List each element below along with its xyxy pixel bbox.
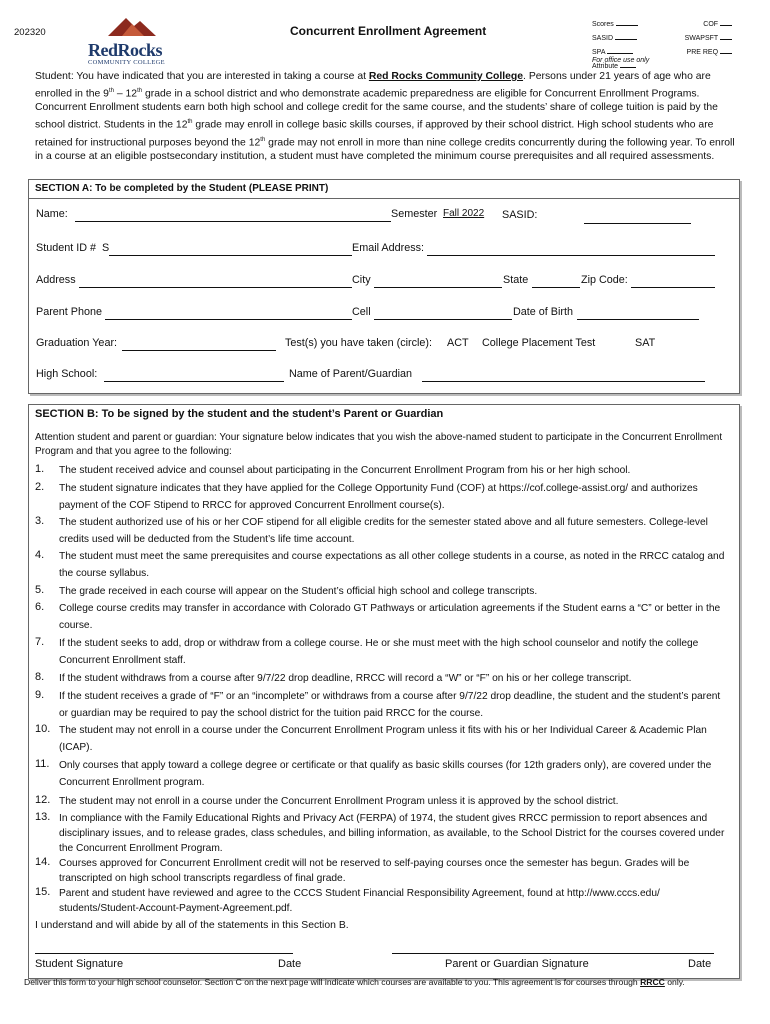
- item-number: 5.: [35, 584, 45, 596]
- student-date-label: Date: [278, 958, 302, 970]
- item-number: 4.: [35, 549, 45, 561]
- page-title: Concurrent Enrollment Agreement: [290, 24, 487, 38]
- list-item: The student received advice and counsel about participating in the Concurrent Enrollment Program from his or her high school.: [59, 465, 631, 476]
- list-item: College course credits may transfer in accordance with Colorado GT Pathways or articulation agreements if the Student earns a “C” or better in the course.: [59, 603, 721, 631]
- state-label: State: [503, 274, 529, 286]
- guardian-name-label: Name of Parent/Guardian: [289, 368, 413, 380]
- item-number: 6.: [35, 601, 45, 613]
- email-label: Email Address:: [352, 242, 425, 254]
- name-field[interactable]: [75, 221, 391, 222]
- list-item: Parent and student have reviewed and agree to the CCCS Student Financial Responsibility Agreement, found at http://www.cccs.edu/ students/Student-Account-Payment-Agreement.pdf.: [59, 888, 660, 914]
- sasid-field[interactable]: [584, 223, 691, 224]
- address-label: Address: [36, 274, 76, 286]
- parent-phone-label: Parent Phone: [36, 306, 103, 318]
- section-b-title: SECTION B: To be signed by the student and the student’s Parent or Guardian: [35, 408, 444, 420]
- list-item: The student signature indicates that they have applied for the College Opportunity Fund (COF) at https://cof.college-assist.org/ and authorizes payment of the COF Stipend to RRCC for approved Concurrent Enrollment course(s).: [59, 483, 698, 511]
- agreement-statement: I understand and will abide by all of the statements in this Section B.: [35, 920, 349, 931]
- item-number: 15.: [35, 886, 51, 898]
- student-id-label: Student ID #: [36, 242, 97, 254]
- semester-value: Fall 2022: [443, 208, 485, 219]
- list-item: Only courses that apply toward a college degree or certificate or that qualify as basic skills courses (for 12th graders only), are covered under the Concurrent Enrollment program.: [59, 760, 712, 788]
- parent-signature-line[interactable]: [392, 953, 714, 954]
- section-a-title: SECTION A: To be completed by the Student (PLEASE PRINT): [35, 183, 329, 194]
- form-id: 202320: [14, 27, 46, 38]
- email-field[interactable]: [427, 255, 715, 256]
- test-sat-option[interactable]: SAT: [635, 337, 656, 349]
- city-label: City: [352, 274, 371, 286]
- grad-year-field[interactable]: [122, 350, 276, 351]
- address-field[interactable]: [79, 287, 352, 288]
- test-act-option[interactable]: ACT: [447, 337, 469, 349]
- item-number: 8.: [35, 671, 45, 683]
- high-school-label: High School:: [36, 368, 98, 380]
- test-cpt-option[interactable]: College Placement Test: [482, 337, 596, 349]
- section-a: [28, 179, 740, 394]
- zip-label: Zip Code:: [581, 274, 628, 286]
- item-number: 7.: [35, 636, 45, 648]
- list-item: If the student withdraws from a course after 9/7/22 drop deadline, RRCC will record a “W” or “F” on his or her college transcript.: [59, 673, 632, 684]
- office-use-note: For office use only: [592, 57, 650, 64]
- item-number: 12.: [35, 794, 51, 806]
- logo-subtitle: COMMUNITY COLLEGE: [88, 59, 165, 66]
- parent-signature-label: Parent or Guardian Signature: [445, 958, 589, 970]
- dob-field[interactable]: [577, 319, 699, 320]
- student-signature-line[interactable]: [35, 953, 293, 954]
- office-use-right: COF SWAPSFT PRE REQ: [672, 15, 732, 57]
- item-number: 3.: [35, 515, 45, 527]
- item-number: 14.: [35, 856, 51, 868]
- item-number: 13.: [35, 811, 51, 823]
- item-number: 11.: [35, 758, 50, 770]
- parent-phone-field[interactable]: [105, 319, 352, 320]
- guardian-name-field[interactable]: [422, 381, 705, 382]
- grad-year-label: Graduation Year:: [36, 337, 118, 349]
- college-name: Red Rocks Community College: [368, 71, 524, 82]
- logo-wordmark: RedRocks: [88, 40, 163, 60]
- student-id-field[interactable]: [109, 255, 352, 256]
- mountain-logo-icon: [88, 14, 172, 36]
- intro-paragraph: Student: You have indicated that you are interested in taking a course at Red Rocks Community College. Persons under 21 years of age who are enrolled in the 9th – 12th grade in a school district and who demonstrate academic preparedness are eligible for Concurrent Enrollment Programs. Concurrent Enrollment students earn both high school and college credit for the same course, and the students’ share of college tuition is paid by the school district. Students in the 12th grade may enroll in college basic skills courses, if approved by their school district. High school students who are retained for instructional purposes beyond the 12th grade may not enroll in more than nine college credits concurrently during the following year. To enroll in a course at an eligible postsecondary institution, a student must have completed the minimum course prerequisites and all required assessments.: [35, 71, 735, 163]
- list-item: The student may not enroll in a course under the Concurrent Enrollment Program unless it is approved by the school district.: [59, 796, 619, 807]
- parent-date-label: Date: [688, 958, 712, 970]
- semester-label: Semester: [391, 208, 438, 220]
- list-item: Courses approved for Concurrent Enrollment credit will not be reserved to self-paying courses once the semester has begun. Grades will be transcripted on high school transcripts regardless of final grade.: [59, 858, 690, 884]
- list-item: The student may not enroll in a course under the Concurrent Enrollment Program unless it fits with his or her Individual Career & Academic Plan (ICAP).: [59, 725, 707, 753]
- item-number: 1.: [35, 463, 45, 475]
- list-item: The student must meet the same prerequisites and course expectations as all other college students in a course, as noted in the RRCC catalog and the course syllabus.: [59, 551, 725, 579]
- student-signature-label: Student Signature: [35, 958, 124, 970]
- list-item: The student authorized use of his or her COF stipend for all eligible credits for the semester stated above and all future semesters. College-level credits used will be deducted from the Student’s life time account.: [59, 517, 708, 545]
- list-item: The grade received in each course will appear on the Student’s official high school and college transcripts.: [59, 586, 538, 597]
- student-id-prefix: S: [102, 242, 110, 254]
- list-item: If the student seeks to add, drop or withdraw from a college course. He or she must meet with the high school counselor and notify the college Concurrent Enrollment staff.: [59, 638, 699, 666]
- footer-note: Deliver this form to your high school counselor. Section C on the next page will indicate which courses are available to you. This agreement is for courses through RRCC only.: [24, 977, 685, 987]
- tests-label: Test(s) you have taken (circle):: [285, 337, 433, 349]
- state-field[interactable]: [532, 287, 580, 288]
- sasid-label: SASID:: [502, 209, 538, 221]
- college-logo: [88, 14, 172, 64]
- item-number: 2.: [35, 481, 45, 493]
- cell-field[interactable]: [374, 319, 512, 320]
- cell-label: Cell: [352, 306, 371, 318]
- dob-label: Date of Birth: [513, 306, 574, 318]
- high-school-field[interactable]: [104, 381, 284, 382]
- section-b-attention: Attention student and parent or guardian: Your signature below indicates that you wish the above-named student to participate in the Concurrent Enrollment Program and that you agree to the following:: [35, 432, 723, 457]
- name-label: Name:: [36, 208, 68, 220]
- city-field[interactable]: [374, 287, 502, 288]
- list-item: In compliance with the Family Educational Rights and Privacy Act (FERPA) of 1974, the student gives RRCC permission to report absences and disciplinary issues, and to release grades, class schedules, and billing information, as available, to the School District for the courses covered under the Concurrent Enrollment Program.: [59, 813, 725, 854]
- item-number: 10.: [35, 723, 51, 735]
- list-item: If the student receives a grade of “F” or an “incomplete” or withdraws from a course after 9/7/22 drop deadline, the student and the student’s parent or guardian may be required to pay the school district for the tuition paid RRCC for the course.: [59, 691, 721, 719]
- office-use-left: Scores SASID SPA Attribute: [592, 15, 662, 71]
- item-number: 9.: [35, 689, 45, 701]
- zip-field[interactable]: [631, 287, 715, 288]
